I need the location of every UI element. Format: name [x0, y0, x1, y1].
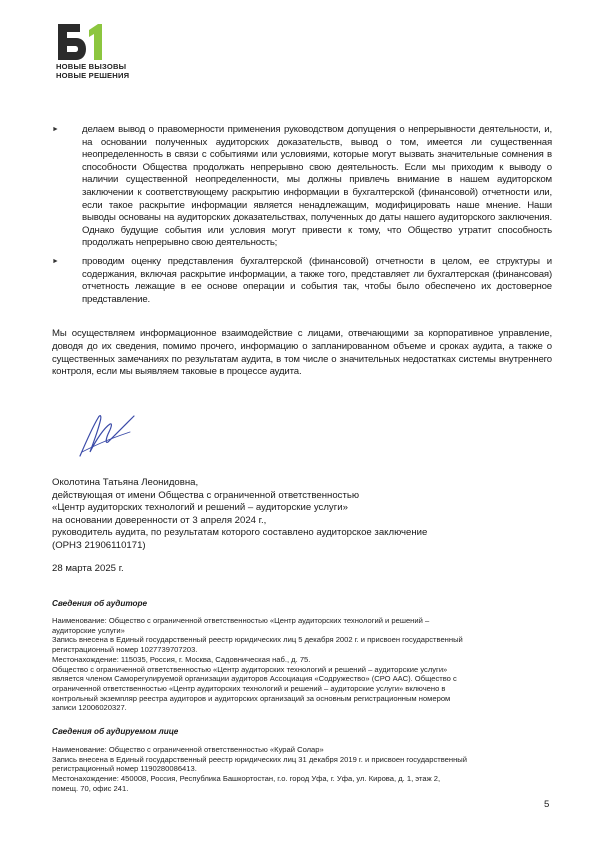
signature-image	[72, 406, 142, 466]
auditor-info-line: Общество с ограниченной ответственностью «Центр аудиторских технологий и решений – аудиторские услуги»	[52, 664, 448, 674]
auditee-info-line: Наименование: Общество с ограниченной ответственностью «Курай Солар»	[52, 745, 324, 754]
company-logo	[56, 22, 166, 80]
logo-mark	[56, 22, 104, 62]
auditor-role-line: действующая от имени Общества с ограниченной ответственностью	[52, 489, 360, 501]
auditor-info-line: контрольный экземпляр реестра аудиторов и аудиторских организаций за основным регистрационным номером	[52, 693, 451, 703]
governance-paragraph: Мы осуществляем информационное взаимодействие с лицами, отвечающими за корпоративное управление, доводя до их сведения, помимо прочего, информацию о запланированном объеме и сроках аудита, а также о существенных замечаниях по результатам аудита, в том числе о значительных недостатках системы внутреннего контроля, если мы выявляем таковые в процессе аудита.	[52, 328, 552, 378]
logo-tagline-1: НОВЫЕ ВЫЗОВЫ	[56, 62, 127, 71]
auditor-info-line: является членом Саморегулируемой организации аудиторов Ассоциация «Содружество» (СРО ААС). Общество с	[52, 674, 457, 684]
auditee-info-line: помещ. 70, офис 241.	[52, 783, 129, 793]
auditee-info-block	[52, 745, 552, 794]
auditee-info-line: регистрационный номер 1190280086413.	[52, 764, 197, 774]
bullet-arrow-icon: ►	[52, 257, 59, 265]
auditor-info-block	[52, 616, 552, 713]
procedure-list	[52, 124, 552, 312]
auditee-info-line: Местонахождение: 450008, Россия, Республика Башкортостан, г.о. город Уфа, г. Уфа, ул. Кирова, д. 1, этаж 2,	[52, 774, 441, 784]
list-item	[52, 256, 552, 306]
auditor-ornz: (ОРНЗ 21906110171)	[52, 539, 146, 551]
auditor-info-line: Местонахождение: 115035, Россия, г. Москва, Садовническая наб., д. 75.	[52, 654, 311, 664]
auditor-signature-block	[52, 477, 552, 553]
page-number: 5	[544, 799, 550, 810]
auditee-info-heading: Сведения об аудируемом лице	[52, 727, 179, 736]
auditor-info-line: Запись внесена в Единый государственный реестр юридических лиц 5 декабря 2002 г. и присвоен государственный	[52, 635, 463, 645]
auditor-info-line: регистрационный номер 1027739707203.	[52, 645, 198, 655]
report-date: 28 марта 2025 г.	[52, 563, 124, 574]
auditee-info-line: Запись внесена в Единый государственный реестр юридических лиц 31 декабря 2019 г. и присвоен государственный	[52, 754, 467, 764]
auditor-info-line: записи 12006020327.	[52, 703, 127, 713]
auditor-position: руководитель аудита, по результатам которого составлено аудиторское заключение	[52, 527, 428, 539]
auditor-company: «Центр аудиторских технологий и решений – аудиторские услуги»	[52, 502, 348, 514]
auditor-info-heading: Сведения об аудиторе	[52, 599, 148, 608]
auditor-info-line: Наименование: Общество с ограниченной ответственностью «Центр аудиторских технологий и решений –	[52, 616, 430, 625]
auditor-name: Околотина Татьяна Леонидовна,	[52, 477, 199, 488]
list-item	[52, 124, 552, 250]
list-item-text: делаем вывод о правомерности применения руководством допущения о непрерывности деятельности, и, на основании полученных аудиторских доказательств, вывод о том, имеется ли существенная неопределенность в связи с событиями или условиями, которые могут вызвать значительные сомнения в способности Общества продолжать непрерывно свою деятельность. Если мы приходим к выводу о наличии существенной неопределенности, мы должны привлечь внимание в нашем аудиторском заключении к соответствующему раскрытию информации в бухгалтерской (финансовой) отчетности или, если такое раскрытие информации является ненадлежащим, модифицировать наше мнение. Наши выводы основаны на аудиторских доказательствах, полученных до даты нашего аудиторского заключения. Однако будущие события или условия могут привести к тому, что Общество утратит способность продолжать непрерывно свою деятельность;	[82, 124, 552, 249]
auditor-info-line: ограниченной ответственностью «Центр аудиторских технологий и решений – аудиторские услуги» включено в	[52, 683, 446, 693]
list-item-text: проводим оценку представления бухгалтерской (финансовой) отчетности в целом, ее структуры и содержания, включая раскрытие информации, а также того, представляет ли бухгалтерская (финансовая) отчетность лежащие в ее основе операции и события так, чтобы было обеспечено их достоверное представление.	[82, 255, 552, 305]
auditor-info-line: аудиторские услуги»	[52, 625, 125, 635]
auditor-authority: на основании доверенности от 3 апреля 2024 г.,	[52, 514, 267, 526]
logo-tagline-2: НОВЫЕ РЕШЕНИЯ	[56, 71, 130, 80]
bullet-arrow-icon: ►	[52, 126, 59, 133]
